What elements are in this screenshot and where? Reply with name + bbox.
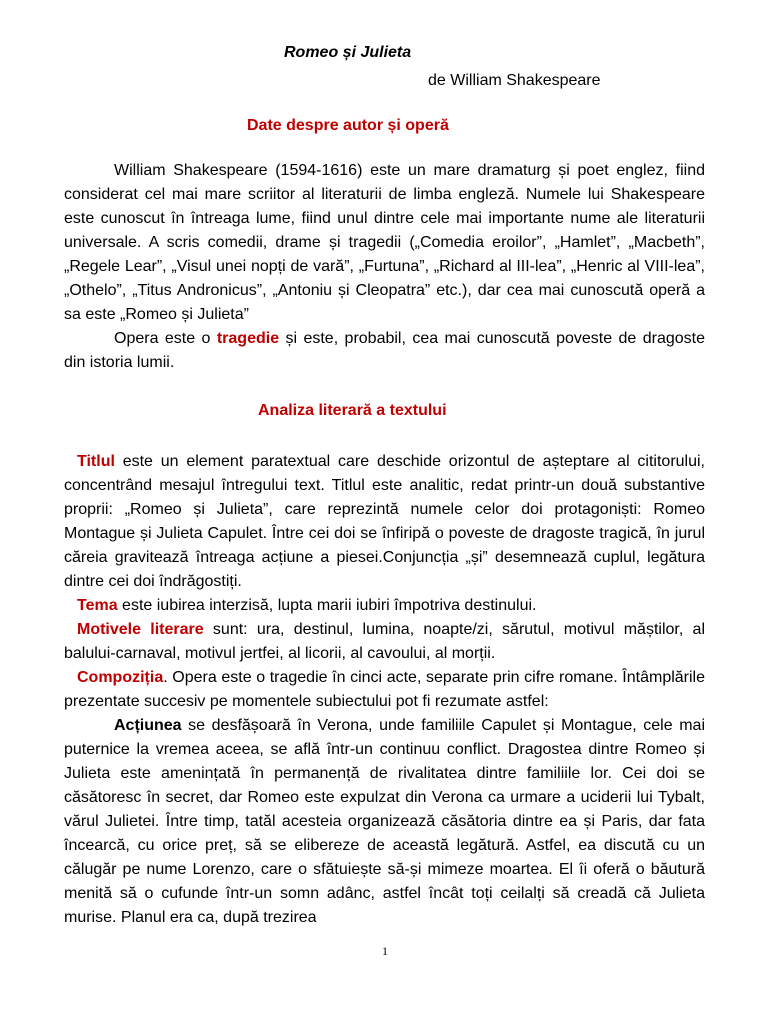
titlul-text: este un element paratextual care deschide orizontul de așteptare al cititorului, concentrând mesajul întregului text. Titlul este analitic, redat printr-un două substantive proprii: „Romeo și Julieta”, care reprezintă numele celor doi protagoniști: Romeo Montague și Julieta Capulet. Între cei doi se înfiripă o poveste de dragoste tragică, în jurul căreia gravitează întreaga acțiune a piesei.Conjuncția „și” desemnează cuplul, legătura dintre cei doi îndrăgostiți. (64, 453, 705, 590)
genre-paragraph (64, 327, 705, 375)
page-number: 1 (382, 944, 388, 958)
actiunea-paragraph (64, 714, 705, 930)
motive-text: sunt: ura, destinul, lumina, noapte/zi, sărutul, motivul măștilor, al balului-carnaval, motivul jertfei, al licorii, al cavoului, al morții. (64, 621, 706, 662)
motive-paragraph (64, 618, 705, 666)
tema-paragraph (64, 594, 705, 618)
analysis-section-body (64, 450, 705, 930)
section-heading-analysis: Analiza literară a textului (258, 402, 447, 419)
compozitia-text: . Opera este o tragedie în cinci acte, separate prin cifre romane. Întâmplările prezentate succesiv pe momentele subiectului pot fi rezumate astfel: (64, 669, 705, 710)
tema-text: este iubirea interzisă, lupta marii iubiri împotriva destinului. (117, 597, 537, 614)
genre-text-after: și este, probabil, cea mai cunoscută poveste de dragoste din istoria lumii. (64, 330, 705, 371)
motive-label: Motivele literare (77, 621, 204, 638)
document-title: Romeo și Julieta (284, 44, 412, 61)
author-section-body (64, 159, 705, 375)
compozitia-label: Compoziția (77, 669, 164, 686)
section-heading-author: Date despre autor și operă (247, 117, 449, 134)
titlul-label: Titlul (77, 453, 115, 470)
compozitia-paragraph (64, 666, 705, 714)
actiunea-text: se desfășoară în Verona, unde familiile Capulet și Montague, cele mai puternice la vremea aceea, se află într-un continuu conflict. Dragostea dintre Romeo și Julieta este amenințată în permanență de rivalitatea dintre familiile lor. Cei doi se căsătoresc în secret, dar Romeo este expulzat din Verona ca urmare a uciderii lui Tybalt, vărul Julietei. Între timp, tatăl acesteia organizează căsătoria dintre ea și Paris, dar fata încearcă, cu orice preț, să se elibereze de această legătură. Astfel, ea discută cu un călugăr pe nume Lorenzo, care o sfătuiește să-și mimeze moartea. El îi oferă o băutură menită să o cufunde într-un somn adânc, astfel încât toți ceilalți să creadă că Julieta murise. Planul era ca, după trezirea (64, 717, 705, 926)
tema-label: Tema (77, 597, 118, 614)
titlul-paragraph (64, 450, 705, 594)
genre-text-before: Opera este o (114, 330, 217, 347)
author-line: de William Shakespeare (428, 72, 601, 89)
genre-highlight: tragedie (216, 330, 280, 347)
actiunea-label: Acțiunea (114, 717, 182, 734)
author-paragraph: William Shakespeare (1594-1616) este un mare dramaturg și poet englez, fiind considerat cel mai mare scriitor al literaturii de limba engleză. Numele lui Shakespeare este cunoscut în întreaga lume, fiind unul dintre cele mai importante nume ale literaturii universale. A scris comedii, drame și tragedii („Comedia eroilor”, „Hamlet”, „Macbeth”, „Regele Lear”, „Visul unei nopți de vară”, „Furtuna”, „Richard al III-lea”, „Henric al VIII-lea”, „Othelo”, „Titus Andronicus”, „Antoniu și Cleopatra” etc.), dar cea mai cunoscută operă a sa este „Romeo și Julieta” (64, 162, 705, 323)
